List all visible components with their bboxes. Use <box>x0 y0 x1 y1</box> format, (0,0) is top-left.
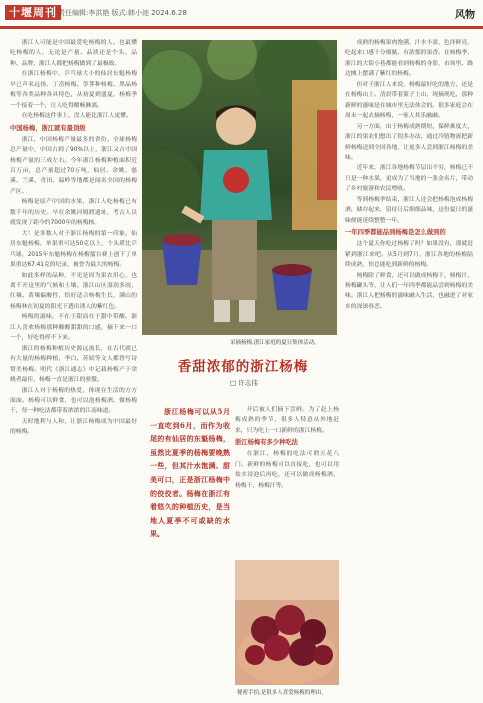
bayberries-photo <box>235 560 339 685</box>
main-photo-caption: 采摘杨梅,浙江家庭的夏日集体活动。 <box>230 340 320 346</box>
paragraph: 杨梅的滋味，不在于甜而在于甜中带酸。浙江人喜欢杨梅那种酸酸甜甜的口感，摘下来一口一个，好吃得停不下来。 <box>10 314 137 342</box>
paragraph: 成熟的杨梅果肉饱满，汁水丰盈，色泽鲜亮，吃起来口感十分细腻，有浓郁的果香。在杨梅季，浙江的大街小巷都能看到杨梅的身影，市场里、路边摊上摆满了紫红的杨梅。 <box>345 40 473 78</box>
main-photo <box>142 40 337 335</box>
article-title: 香甜浓郁的浙江杨梅 <box>177 359 309 375</box>
paragraph: 浙江，中国杨梅产量最多的省份。全球杨梅总产量中，中国占到了90%以上，浙江又占中国杨梅产量的三成左右。今年浙江杨梅种植面积近百万亩，总产量超过70万吨，仙居、余姚、慈溪、兰溪、青田、温岭等地都是闻名全国的杨梅产区。 <box>10 136 137 195</box>
article-lead <box>150 405 230 541</box>
hand-holding-bayberries-image <box>235 560 339 685</box>
paragraph: 近年来，浙江各地杨梅节层出不穷，杨梅已不只是一种水果，更成为了当地的一张金名片，带动了乡村旅游和农民增收。 <box>345 165 473 193</box>
paragraph: 但对于浙江人来说，杨梅最好吃的地方，还是在杨梅山上。清晨带着篮子上山，现摘现吃，那种新鲜的滋味是在城市里无法体会的。很多家庭会在周末一起去摘杨梅，一家人其乐融融。 <box>345 81 473 120</box>
subheading: 中国杨梅，浙江就有最顶级 <box>10 124 86 132</box>
paragraph: 浙江人对于杨梅的热爱，体现在生活的方方面面。杨梅可以鲜食，也可以泡杨梅酒、做杨梅干，每一种吃法都带着浓浓的江南味道。 <box>10 387 137 415</box>
header-rule <box>0 26 483 29</box>
child-picking-bayberries-image <box>142 40 337 335</box>
paragraph: 在吃杨梅这件事上，没人能比浙江人更懂。 <box>21 113 132 120</box>
editor-credits: 责任编辑:李洪艳 版式:韩小池 2024.6.28 <box>58 9 187 17</box>
article-byline: □ 许志伟 <box>230 379 258 387</box>
paragraph: 这个夏天你吃过杨梅了吗？如果没有，那就赶紧到浙江来吧。从5月到7月，浙江各地的杨梅陆续成熟，你总能吃到新鲜的杨梅。 <box>345 241 473 269</box>
paragraph: 等到杨梅季结束，浙江人还会把杨梅泡成杨梅酒，储存起来，留待日后细细品味，这份夏日的滋味便能延续整整一年。 <box>345 196 473 224</box>
lead-text: 浙江杨梅可以从5月一直吃到6月，而作为收尾的有仙居的东魁杨梅，虽然比夏季的杨梅要晚熟一些，但其汁水饱满、甜美可口，正是浙江杨梅中的佼佼者。杨梅在浙江有着悠久的种植历史，是当地人夏季不可或缺的水果。 <box>150 407 230 539</box>
paragraph: 在浙江杨梅中，乒乓球大小的仙居东魁杨梅早已声名远扬，丁岙杨梅、荸荠种杨梅、黑晶杨梅等各类品种各具特色，从初夏到盛夏，杨梅季一个接着一个，让人吃得酣畅淋漓。 <box>10 71 137 109</box>
paragraph: 杨梅除了鲜食，还可以做成杨梅干、杨梅汁、杨梅罐头等，让人们一年四季都能品尝到杨梅的美味。浙江人把杨梅的滋味融入生活，也融进了对家乡的深深眷恋。 <box>345 272 473 310</box>
page-header <box>0 0 483 26</box>
paragraph: 杨梅是原产中国的水果，浙江人吃杨梅已有数千年的历史。早在余姚河姆渡遗址，考古人员就发现了距今约7000年的杨梅核。 <box>10 199 137 227</box>
paragraph: 大！是多数人对于浙江杨梅的第一印象。仙居东魁杨梅，单果重可达50克以上，个头堪比乒乓球，2015年东魁杨梅在杨梅擂台赛上创下了单果重达67.41克的纪录，被誉为最大的杨梅。 <box>10 230 137 269</box>
paragraph: 开后被人们摘下尝鲜。为了赶上杨梅成熟的季节，很多人特意从外地赶来，只为吃上一口新鲜的浙江杨梅。 <box>235 407 339 434</box>
subheading: 一年四季都能品到杨梅是怎么做到的 <box>345 229 446 237</box>
section-name: 风物 <box>455 10 475 21</box>
paragraph: 天时地利与人和，让浙江杨梅成为中国最好的杨梅。 <box>10 418 137 436</box>
paragraph: 如此多样的品种，不光是因为果农用心，也离不开这里的气候和土壤。浙江山区湿润多雨，红壤、黄壤偏酸性，恰好适合杨梅生长，满山的杨梅林在初夏的阳光下透出诱人的紫红色。 <box>10 272 137 310</box>
publication-logo: 十堰周刊 <box>5 5 61 20</box>
bayberries-photo-caption: 秘密手拍,是很多人喜爱杨梅的理由。 <box>237 690 327 696</box>
text-column-left <box>10 38 137 698</box>
paragraph: 在浙江，杨梅的吃法可谓五花八门。新鲜的杨梅可以直接吃，也可以用盐水浸泡后再吃，还可以做成杨梅酒、杨梅干、杨梅汁等。 <box>235 451 339 489</box>
paragraph: 浙江人可能是中国最爱吃杨梅的人。也最懂吃杨梅的人。无论是产量、品质还是个头、品种、品牌，浙江人都把杨梅做到了最极致。 <box>10 40 137 67</box>
text-column-middle <box>235 405 339 555</box>
text-column-right <box>345 38 473 698</box>
paragraph: 浙江的杨梅种植历史源远流长，在古代就已有大量的杨梅种植，李白、苏轼等文人都曾写诗赞美杨梅。明代《浙江通志》中记载杨梅产于余姚者最佳，杨梅一直是浙江的骄傲。 <box>10 345 137 384</box>
paragraph: 另一方面，由于杨梅成熟期短，保鲜难度大，浙江的果农们想出了很多办法，通过冷链物流把新鲜杨梅送到全国各地，让更多人尝到浙江杨梅的美味。 <box>345 123 473 161</box>
subheading: 浙江杨梅有多少种吃法 <box>235 439 298 447</box>
